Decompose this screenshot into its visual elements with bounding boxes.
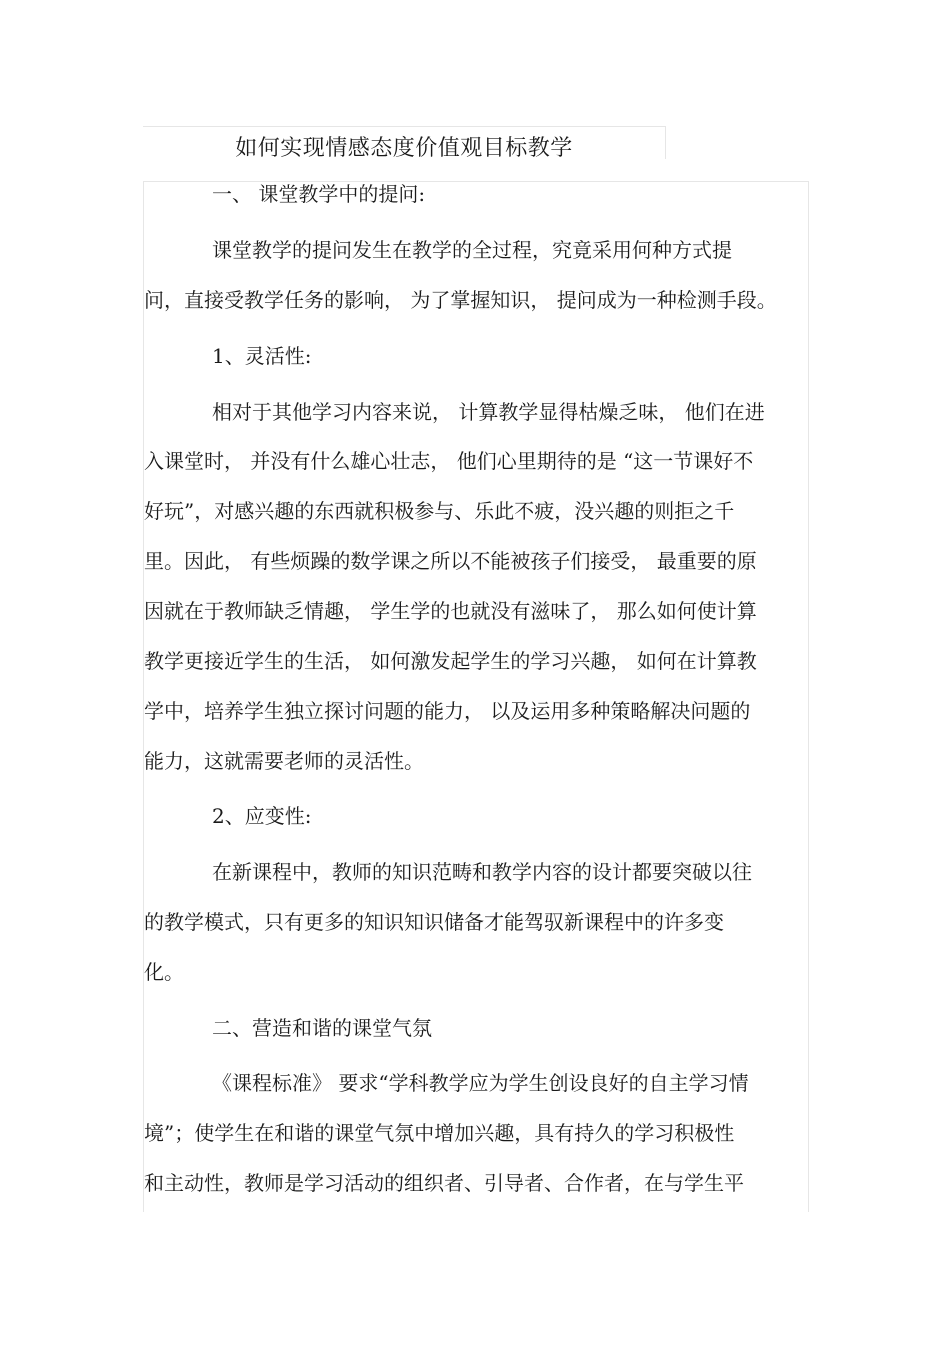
paragraph-line: 教学更接近学生的生活， 如何激发起学生的学习兴趣， 如何在计算教 <box>144 649 757 673</box>
title-frame <box>143 126 666 159</box>
document-body <box>143 181 809 1212</box>
paragraph-line: 《课程标准》 要求“学科教学应为学生创设良好的自主学习情 <box>212 1071 749 1095</box>
subheading-1: 1、灵活性: <box>212 344 312 368</box>
paragraph-line: 在新课程中，教师的知识范畴和教学内容的设计都要突破以往 <box>212 860 752 884</box>
paragraph-line: 能力，这就需要老师的灵活性。 <box>144 749 424 773</box>
paragraph-line: 课堂教学的提问发生在教学的全过程，究竟采用何种方式提 <box>212 238 732 262</box>
paragraph-line: 和主动性，教师是学习活动的组织者、引导者、合作者，在与学生平 <box>144 1171 744 1195</box>
paragraph-line: 的教学模式，只有更多的知识知识储备才能驾驭新课程中的许多变 <box>144 910 724 934</box>
section-heading-2: 二、营造和谐的课堂气氛 <box>212 1016 432 1040</box>
paragraph-line: 因就在于教师缺乏情趣， 学生学的也就没有滋味了， 那么如何使计算 <box>144 599 757 623</box>
paragraph-line: 问，直接受教学任务的影响， 为了掌握知识， 提问成为一种检测手段。 <box>144 288 777 312</box>
paragraph-line: 相对于其他学习内容来说， 计算教学显得枯燥乏味， 他们在进 <box>212 400 765 424</box>
subheading-2: 2、应变性: <box>212 804 312 828</box>
document-title: 如何实现情感态度价值观目标教学 <box>235 136 573 161</box>
paragraph-line: 里。因此， 有些烦躁的数学课之所以不能被孩子们接受， 最重要的原 <box>144 549 757 573</box>
paragraph-line: 入课堂时， 并没有什么雄心壮志， 他们心里期待的是 “这一节课好不 <box>144 449 754 473</box>
paragraph-line: 好玩”，对感兴趣的东西就积极参与、乐此不疲，没兴趣的则拒之千 <box>144 499 735 523</box>
paragraph-line: 化。 <box>144 960 184 984</box>
section-heading-1: 一、 课堂教学中的提问: <box>212 182 426 206</box>
paragraph-line: 学中，培养学生独立探讨问题的能力， 以及运用多种策略解决问题的 <box>144 699 751 723</box>
paragraph-line: 境”；使学生在和谐的课堂气氛中增加兴趣，具有持久的学习积极性 <box>144 1121 735 1145</box>
